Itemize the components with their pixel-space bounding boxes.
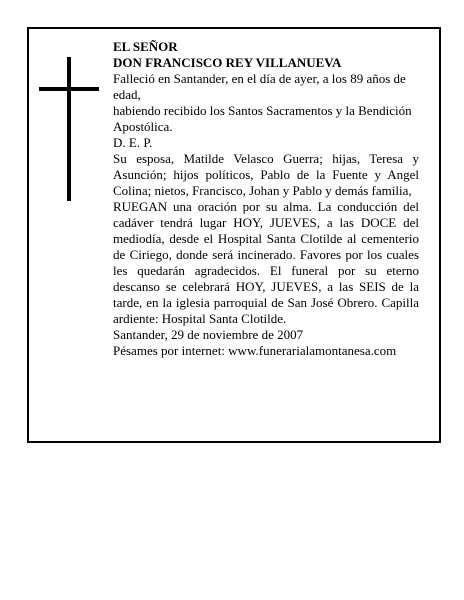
obituary-notice [27,27,441,443]
notice-text [113,39,419,359]
notice-dep: D. E. P. [113,135,153,150]
cross-vertical-bar [67,57,71,201]
notice-family: Su esposa, Matilde Velasco Guerra; hijas, Teresa y Asunción; hijos políticos, Pablo de la Fuente y Angel Colina; nietos, Francisco, Johan y Pablo y demás familia, [113,151,419,198]
notice-death-line: Falleció en Santander, en el día de ayer, a los 89 años de edad, [113,71,406,102]
notice-heading-title: EL SEÑOR [113,39,178,54]
cross-icon [39,57,99,201]
notice-place-date: Santander, 29 de noviembre de 2007 [113,327,304,342]
notice-sacraments-line: habiendo recibido los Santos Sacramentos y la Bendición Apostólica. [113,103,412,134]
notice-deceased-name: DON FRANCISCO REY VILLANUEVA [113,55,342,70]
notice-condolences: Pésames por internet: www.funerarialamontanesa.com [113,343,397,358]
notice-request: RUEGAN una oración por su alma. La conducción del cadáver tendrá lugar HOY, JUEVES, a las DOCE del mediodía, desde el Hospital Santa Clotilde al cementerio de Ciriego, donde será incinerado. Favores por los cuales les quedarán agradecidos. El funeral por su eterno descanso se celebrará HOY, JUEVES, a las SEIS de la tarde, en la iglesia parroquial de San José Obrero. Capilla ardiente: Hospital Santa Clotilde. [113,199,419,326]
cross-horizontal-bar [39,87,99,91]
